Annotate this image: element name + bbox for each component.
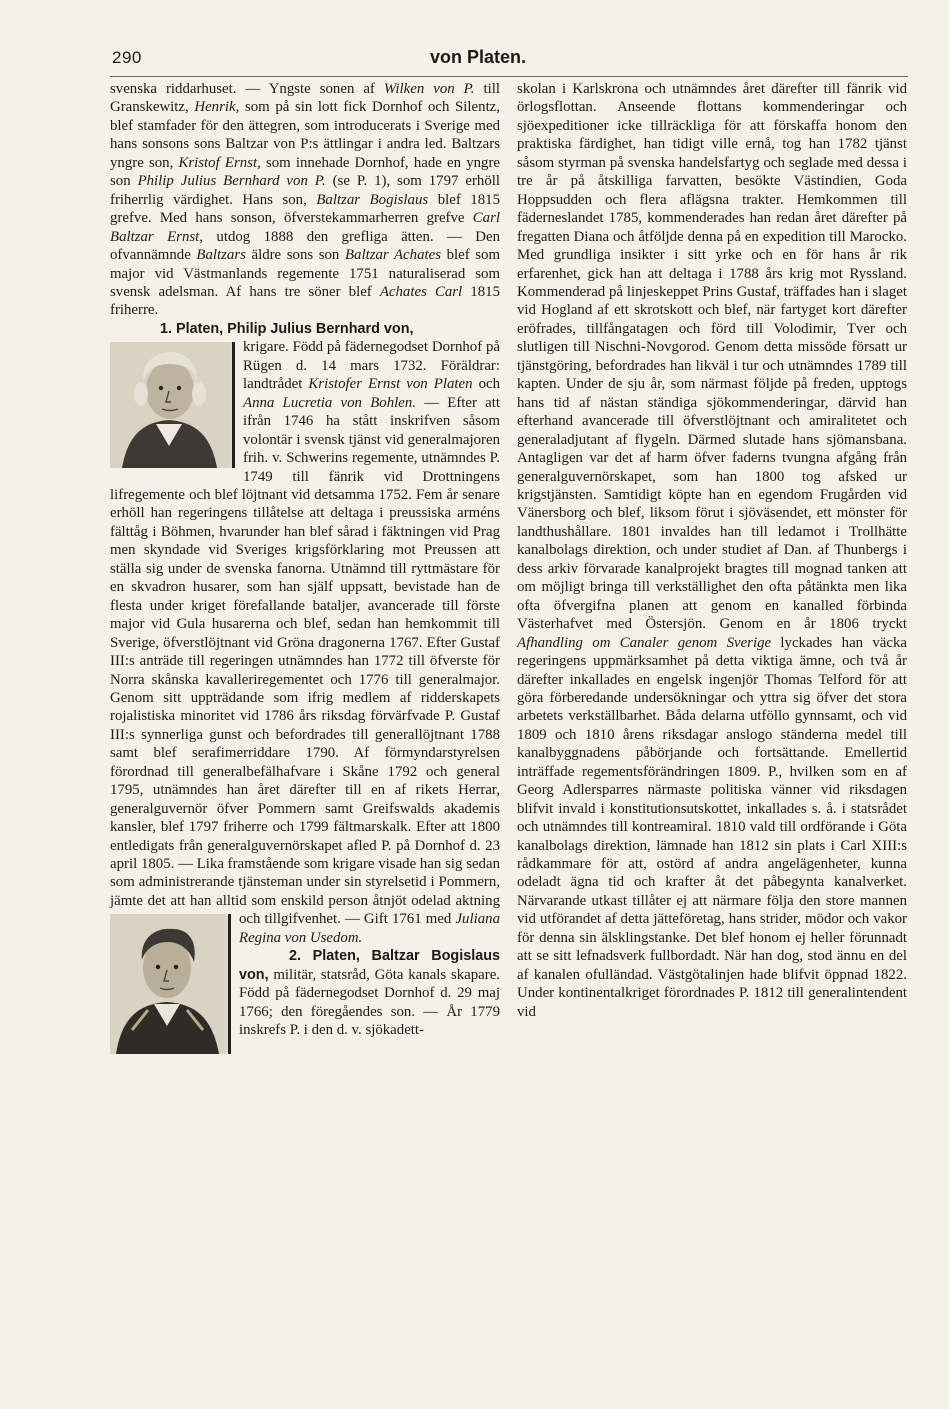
portrait-baltzar-von-platen-icon <box>110 914 231 1054</box>
entry-2-heading: 2. Platen, Baltzar Bogislaus von, <box>239 948 500 983</box>
portrait-philip-von-platen-icon <box>110 342 235 468</box>
entry-1-heading-line <box>110 320 500 338</box>
entry-1-heading: 1. Platen, Philip Julius Bernhard von, <box>160 320 414 337</box>
left-column <box>110 80 500 1056</box>
right-column <box>517 80 907 1021</box>
entry-2-text: 2. Platen, Baltzar Bogislaus von, militär, statsråd, Göta kanals skapare. Född på fädernegodset Dornhof d. 29 maj 1766; den föregåendes son. — År 1779 inskrefs P. i den d. v. sjökadett- <box>239 948 500 1039</box>
header-rule <box>110 76 908 77</box>
entry-2-continuation: skolan i Karlskrona och utnämndes året därefter till fänrik vid örlogsflottan. Anseende flottans kommenderingar och sjöexpeditioner icke tillräckliga för att förskaffa honom den praktiska färdighet, han tidigt ville ernå, tog han 1782 tjänst såsom styrman på svenska handelsfartyg och seglade med dessa i tre år på åtskilliga farvatten, besökte Västindien, Goda Hoppsudden och flera aflägsna trakter. Hemkommen till fäderneslandet 1785, kommenderades han redan året därefter på fregatten Diana och åtföljde denna på en expedition till Marocko. Med grundliga insikter i sitt yrke och en för hans år rik erfarenhet, gick han att deltaga i 1788 års krig mot Ryssland. Kommenderad på linjeskeppet Prins Gustaf, träffades han i slaget vid Hogland af ett skrotskott och blef, när fartyget kort därefter eröfrades, tillfångatagen och förd till Volodimir, Tver och slutligen till Nischni-Novgorod. Genom detta missöde försatt ur tjänstgöring, befordrades han likväl i tur och utnämndes 1789 till kapten. Under de sju år, som närmast följde på freden, upptogs hans tid af nästan ständiga sjökommenderingar, därvid han efterhand avancerade till öfverstlöjtnant och amiralitetet och generaladjutant af flygeln. Därmed slutade hans sjömansbana. Antagligen var det af harm öfver faderns tvungna afgång från generalguvernörskapet, som han 1800 tog afsked ur krigstjänsten. Samtidigt köpte han en egendom Frugården vid Vänersborg och blef, liksom förut i sjöväsendet, ett mönster för landthushållare. 1801 invaldes han till ledamot i Trollhätte kanalbolags direktion, och under studiet af Dan. af Thunbergs i dess arkiv förvarade kanalprojekt bragtes till mognad tanken att om möjligt bringa till verkställighet den ofta påtänkta men lika ofta öfvergifna planen att genom en kanalled förbinda Västerhafvet med Östersjön. Genom en år 1806 tryckt Afhandling om Canaler genom Sverige lyckades han väcka regeringens uppmärksamhet på detta viktiga ämne, och två år därefter inkallades en engelsk ingenjör Thomas Telford för att göra förberedande undersökningar och yttra sig öfver det stora arbetets verkställbarhet. Båda delarna utföllo gynnsamt, och vid 1809 och 1810 årens riksdagar anslogo ständerna medel till kanalbyggnadens påbörjande och fortsättande. Emellertid inträffade regementsförändringen 1809. P., hvilken som en af Georg Adlersparres närmaste politiska vänner vid riksdagen blifvit invald i konstitutionsutskottet, inkallades s. å. i statsrådet och utnämndes till kontreamiral. 1810 vald till ordförande i Göta kanalbolags direktion, lämnade han 1812 sin plats i Carl XIII:s rådkammare för att, ostörd af andra angelägenheter, kunna odeladt ägna tid och krafter åt det påbegynta kanalverket. Närvarande utkast tillåter ej att närmare följa den store mannen vid utförandet af detta jätteföretag, hans strider, mödor och vakor för denna sin älsklingstanke. Det blef honom ej heller förunnadt att se sitt lefnadsverk fullbordadt. När han dog, stod ännu en del af kanalen ofulländad. Västgötalinjen hade blifvit öppnad 1822. Under kontinentalkriget förordnades P. 1812 till generalintendent vid <box>517 81 907 1020</box>
running-title: von Platen. <box>430 47 527 67</box>
intro-paragraph: svenska riddarhuset. — Yngste sonen af Wilken von P. till Granskewitz, Henrik, som på sin lott fick Dornhof och Silentz, blef stamfader för den ättegren, som introducerats i Sverige med hans sonsons sons Baltzar von P:s ättlingar i andra led. Baltzars yngre son, Kristof Ernst, som innehade Dornhof, hade en yngre son Philip Julius Bernhard von P. (se P. 1), som 1797 erhöll friherrlig värdighet. Hans son, Baltzar Bogislaus blef 1815 grefve. Med hans sonson, öfverstekammarherren grefve Carl Baltzar Ernst, utdog 1888 den grefliga ätten. — Den ofvannämnde Baltzars äldre sons son Baltzar Achates blef som major vid Västmanlands regemente 1751 naturaliserad som svensk adelsman. Af hans tre söner blef Achates Carl 1815 friherre. <box>110 81 501 319</box>
entry-1-text: krigare. Född på fädernegodset Dornhof på Rügen d. 14 mars 1732. Föräldrar: landtrådet Kristofer Ernst von Platen och Anna Lucretia von Bohlen. — Efter att ifrån 1746 ha stått inskrifven såsom volontär i svensk tjänst vid generalmajoren frih. v. Schwerins regemente, utnämndes P. 1749 till fänrik vid Drottningens lifregemente och blef löjtnant vid detsamma 1752. Fem år senare erhöll han regeringens tillåtelse att deltaga i preussiska arméns fälttåg i Böhmen, hvarunder han blef sårad i fäktningen vid Prag men skyndade vid Sveriges krigsförklaring mot Preussen att ställa sig under de svenska fanorna. Utnämnd till ryttmästare för en skvadron husarer, som han själf uppsatt, bevistade han de flesta under kriget förefallande bataljer, avancerade till förste major vid Gula husarerna och blef, sedan han hemkommit till Sverige, öfverstlöjtnant vid Gröna dragonerna 1767. Efter Gustaf III:s anträde till regeringen utnämndes han 1772 till öfverste för Norra skånska kavalleriregementet och 1776 till generalmajor. Genom sitt uppträdande som ifrig medlem af ridderskapets rojalistiska minoritet vid 1786 års riksdag förvärfvade P. Gustaf III:s synnerliga gunst och befordrades till generallöjtnant 1788 samt blef serafimerriddare 1790. Af förmyndarstyrelsen förordnad till generalbefälhafvare i Skåne 1792 och general 1795, utnämndes han året därefter till en af rikets Herrar, generalguvernör öfver Pommern samt Greifswalds akademis kansler, blef 1797 friherre och 1799 fältmarskalk. Efter att 1800 entledigats från generalguvernörskapet afled P. på Dornhof d. 23 april 1805. — Lika framstående som krigare visade han sig sedan som administrerande tjänsteman under sin styrelsetid i Pommern, jämte det att han alltid som enskild person åtnjöt odelad aktning och tillgifvenhet. — Gift 1761 med Juliana Regina von Usedom. <box>110 338 500 947</box>
page-number: 290 <box>112 48 142 67</box>
